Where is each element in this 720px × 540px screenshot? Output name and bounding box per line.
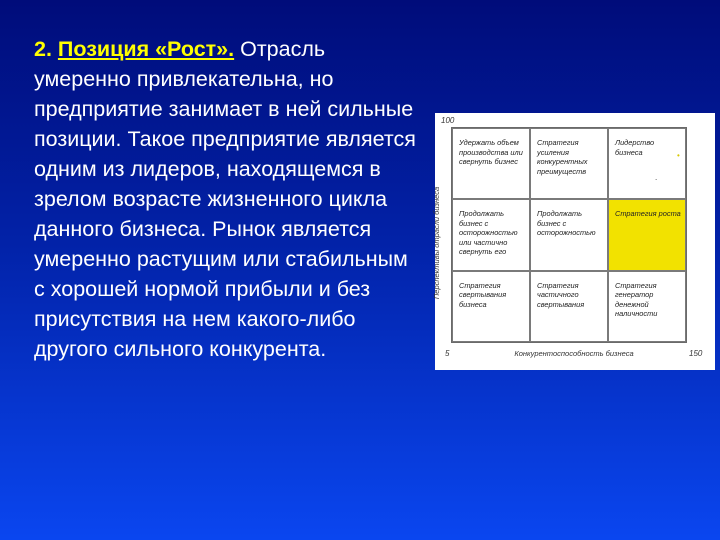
- matrix-cell: Стратегия свертывания бизнеса: [452, 271, 530, 342]
- x-axis-label: Конкурентоспособность бизнеса: [514, 349, 634, 358]
- x-axis-max: 150: [689, 349, 703, 358]
- y-axis-max: 100: [441, 116, 455, 125]
- matrix-cell: Стратегия частичного свертывания: [530, 271, 608, 342]
- strategy-matrix-grid: [451, 127, 687, 343]
- position-description: Отрасль умеренно привлекательна, но предприятие занимает в ней сильные позиции. Такое предприятие является одним из лидеров, находящемся в зрелом возрасте жизненного цикла данного бизнеса. Рынок является умеренно растущим или стабильным с хорошей нормой прибыли и без присутствия на нем какого-либо другого сильного конкурента.: [34, 37, 416, 361]
- matrix-cell-growth: Стратегия роста: [608, 199, 686, 270]
- strategy-matrix-figure: [432, 113, 715, 370]
- item-number: 2.: [34, 37, 52, 61]
- matrix-cell: Продолжать бизнес с осторожностью или частично свернуть его: [452, 199, 530, 270]
- axis-origin: 5: [445, 349, 450, 358]
- matrix-cell: Удержать объем производства или свернуть бизнес: [452, 128, 530, 199]
- marker-dot: •: [677, 151, 680, 160]
- matrix-cell: Лидерство бизнеса: [608, 128, 686, 199]
- matrix-cell: Стратегия усиления конкурентных преимуществ: [530, 128, 608, 199]
- matrix-cell: Продолжать бизнес с осторожностью: [530, 199, 608, 270]
- matrix-cell: Стратегия генератор денежной наличности: [608, 271, 686, 342]
- y-axis-label: Перспективы отрасли бизнеса: [432, 186, 441, 300]
- position-title: Позиция «Рост».: [57, 37, 235, 61]
- slide-text: [34, 34, 424, 364]
- marker-dot: .: [655, 173, 658, 182]
